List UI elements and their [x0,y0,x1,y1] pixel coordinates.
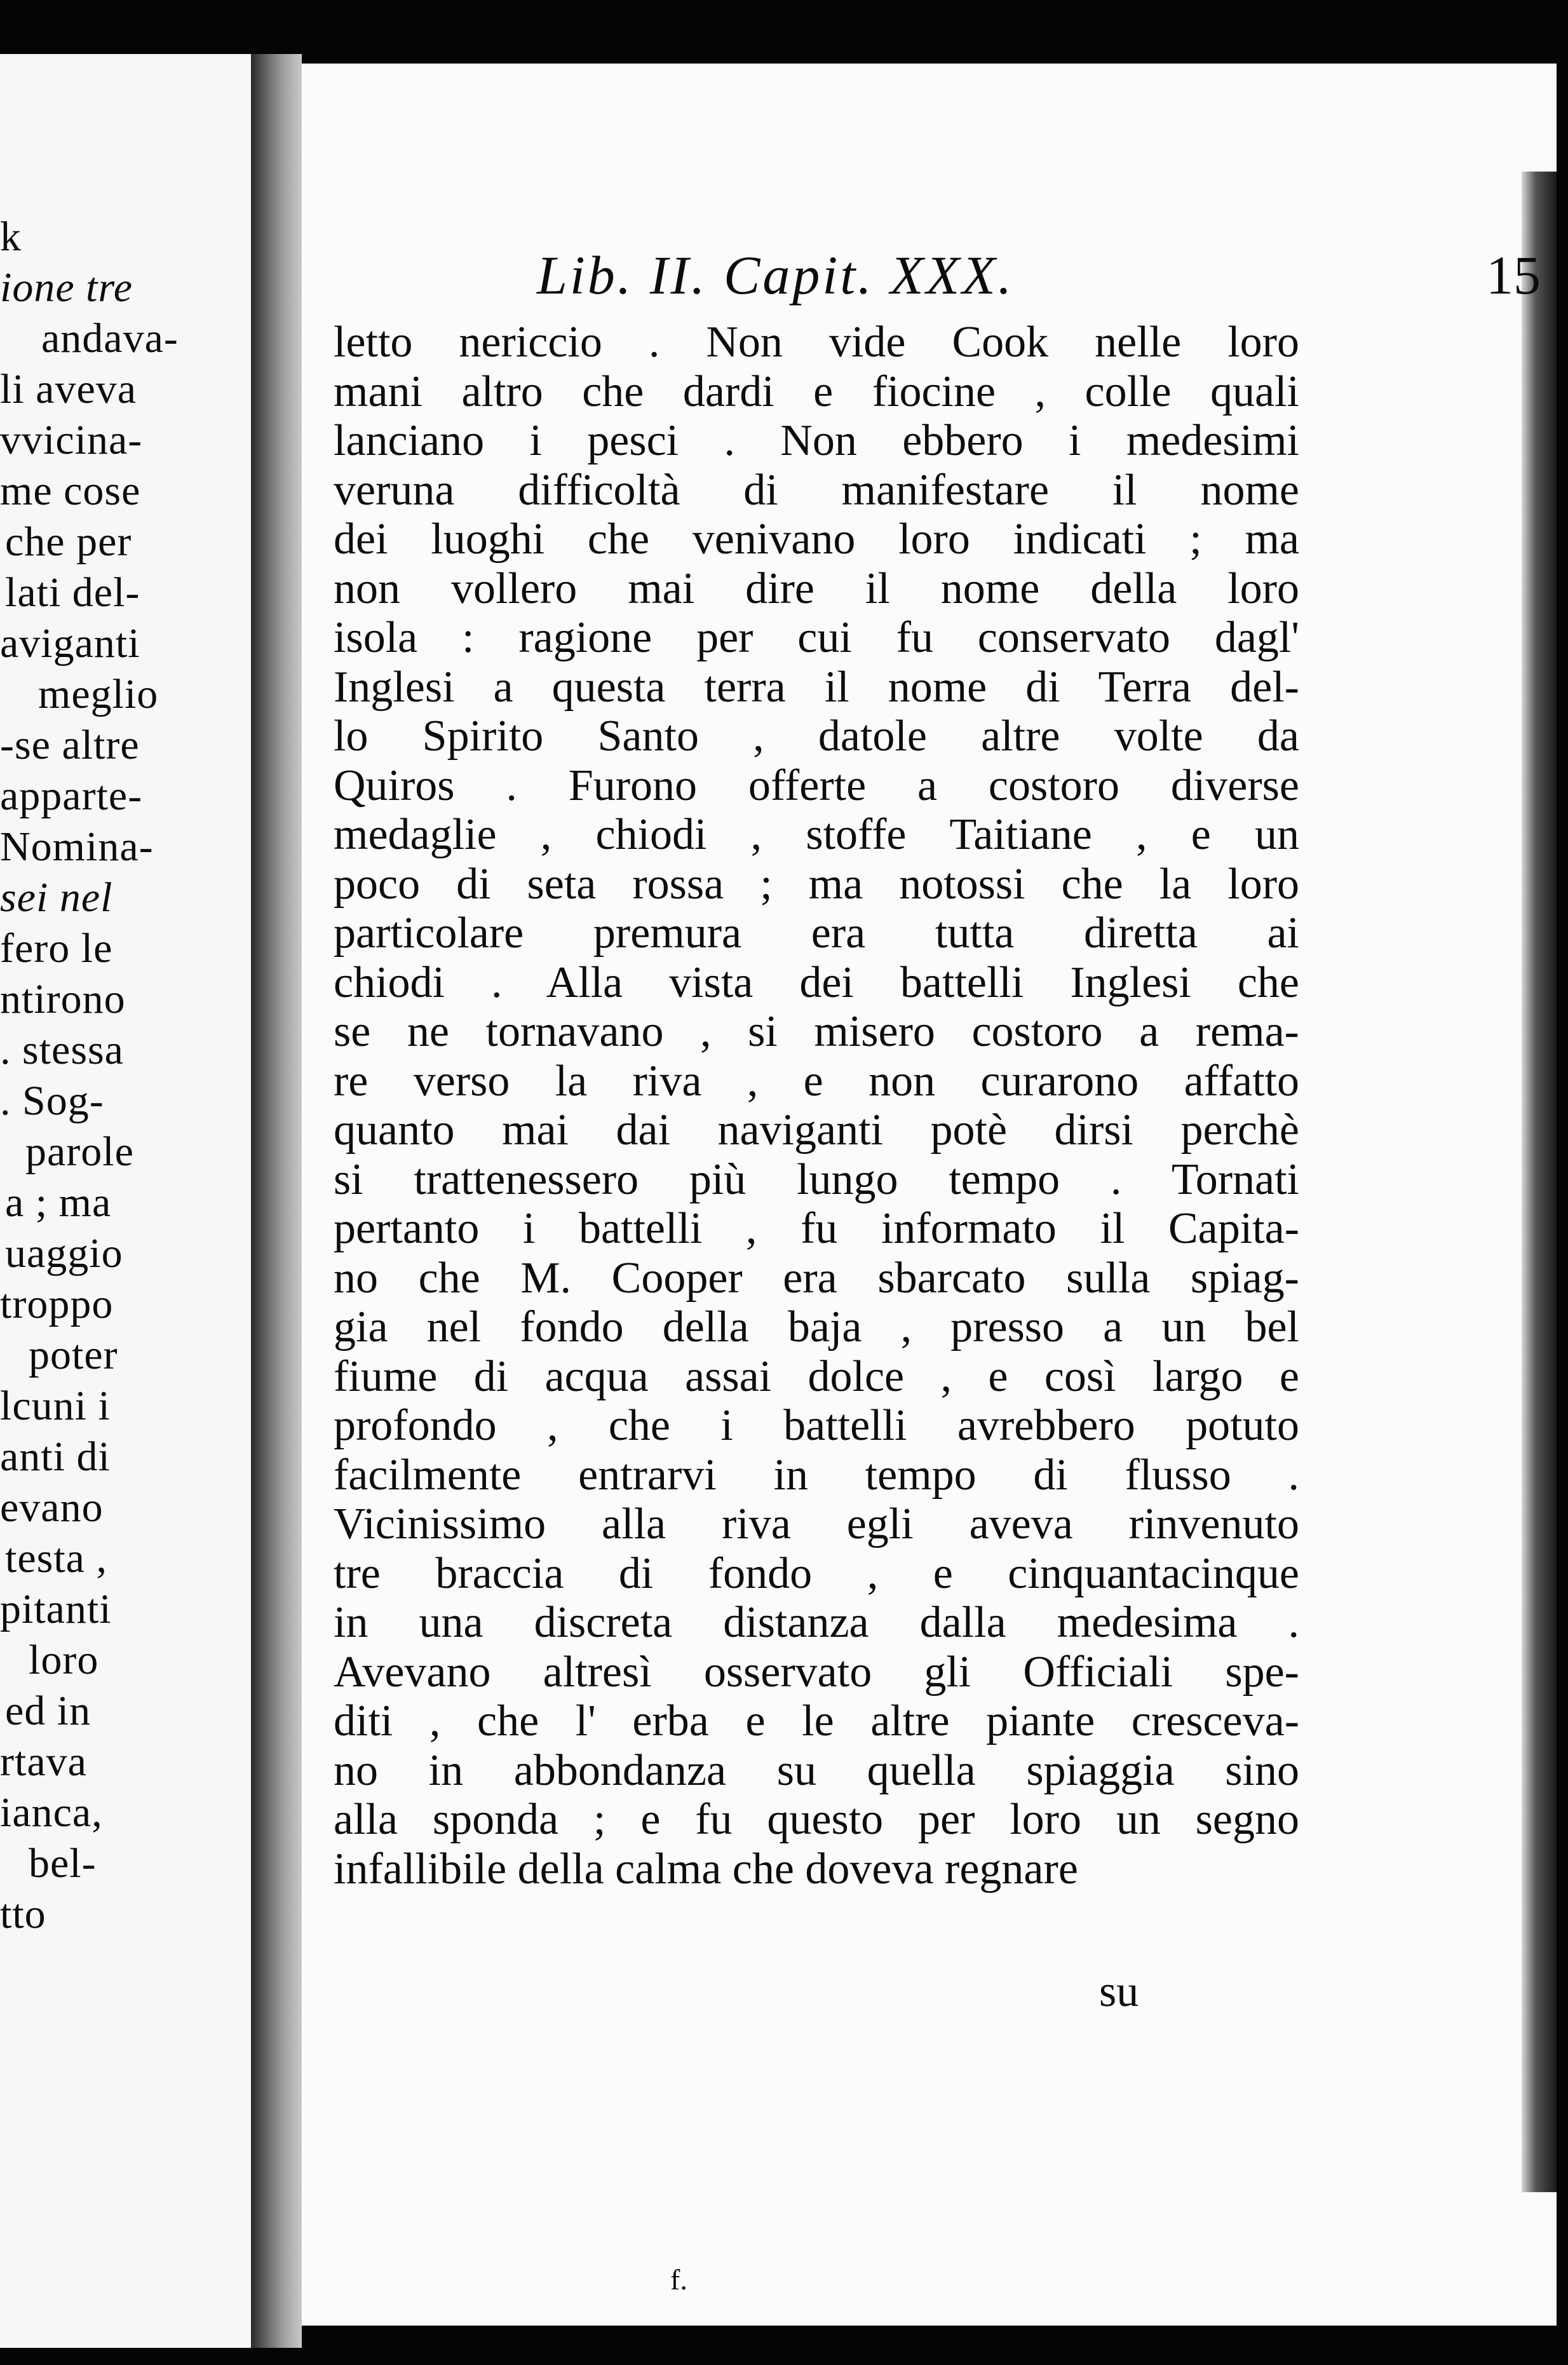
text-line: alla sponda ; e fu questo per loro un segno [334,1795,1299,1844]
left-line: aviganti [0,620,140,667]
text-line: veruna difficoltà di manifestare il nome [334,465,1299,515]
left-line: poter [29,1332,118,1378]
left-line: troppo [0,1281,114,1327]
left-page [0,54,251,2348]
text-line: pertanto i battelli , fu informato il Capita- [334,1204,1299,1253]
text-line: mani altro che dardi e fiocine , colle quali [334,367,1299,416]
catchword: su [1099,1967,1139,2016]
left-line: lcuni i [0,1383,111,1429]
left-line: evano [0,1484,104,1531]
text-line: no in abbondanza su quella spiaggia sino [334,1745,1299,1795]
left-line: meglio [38,671,159,717]
left-line: andava- [41,315,179,362]
text-line: si trattenessero più lungo tempo . Tornati [334,1155,1299,1204]
text-line: medaglie , chiodi , stoffe Taitiane , e un [334,810,1299,859]
left-line: pitanti [0,1586,112,1632]
left-line: apparte- [0,773,143,819]
text-line: profondo , che i battelli avrebbero potuto [334,1401,1299,1450]
left-line: ntirono [0,976,126,1022]
text-line: no che M. Cooper era sbarcato sulla spiag- [334,1253,1299,1303]
text-line: Avevano altresì osservato gli Officiali spe- [334,1647,1299,1697]
text-line: quanto mai dai naviganti potè dirsi perchè [334,1106,1299,1155]
text-line: lo Spirito Santo , datole altre volte da [334,712,1299,761]
left-line: li aveva [0,366,137,412]
left-line: uaggio [5,1230,123,1277]
left-line: Nomina- [0,823,154,870]
left-line: -se altre [0,722,140,768]
book-gutter [251,54,302,2348]
text-line: facilmente entrarvi in tempo di flusso . [334,1450,1299,1500]
left-line: sei nel [0,874,113,921]
text-line: chiodi . Alla vista dei battelli Inglesi che [334,958,1299,1007]
body-text [334,318,1299,1894]
left-line: bel- [29,1840,97,1887]
left-page-text-fragment [0,54,251,2348]
text-line: diti , che l' erba e le altre piante cresceva- [334,1697,1299,1745]
left-line: ianca, [0,1789,103,1836]
left-line: tto [0,1891,46,1937]
text-line: non vollero mai dire il nome della loro [334,564,1299,613]
left-line: k [0,213,22,260]
text-line: infallibile della calma che doveva regnare [334,1844,1078,1894]
left-line: testa , [5,1535,107,1582]
running-head [537,240,1541,310]
text-line: isola : ragione per cui fu conservato dagl' [334,613,1299,662]
running-head-title: Lib. II. Capit. XXX. [537,245,1015,306]
text-line: re verso la riva , e non curarono affatto [334,1056,1299,1106]
left-line: ed in [5,1688,91,1734]
left-line: rtava [0,1738,87,1785]
left-line: anti di [0,1433,111,1480]
right-page [302,64,1557,2326]
text-line: fiume di acqua assai dolce , e così largo e [334,1352,1299,1401]
left-line: . stessa [0,1027,124,1073]
text-line: gia nel fondo della baja , presso a un bel [334,1303,1299,1352]
text-line: dei luoghi che venivano loro indicati ; ma [334,515,1299,564]
text-line: lanciano i pesci . Non ebbero i medesimi [334,416,1299,465]
left-line: loro [29,1637,99,1683]
text-line: Quiros . Furono offerte a costoro diverse [334,761,1299,810]
left-line: me cose [0,468,141,514]
text-line: particolare premura era tutta diretta ai [334,909,1299,958]
text-line: poco di seta rossa ; ma notossi che la loro [334,859,1299,909]
left-line: vvicina- [0,417,143,463]
left-line: ione tre [0,264,133,311]
text-line: Vicinissimo alla riva egli aveva rinvenuto [334,1500,1299,1548]
text-line: Inglesi a questa terra il nome di Terra del- [334,662,1299,712]
left-line: . Sog- [0,1078,104,1124]
page-edge-shadow [1522,172,1557,2192]
left-line: lati del- [5,569,140,616]
left-line: fero le [0,925,113,972]
left-line: che per [5,518,132,565]
text-line: se ne tornavano , si misero costoro a rema- [334,1007,1299,1056]
text-line: letto nericcio . Non vide Cook nelle loro [334,318,1299,367]
text-line: tre braccia di fondo , e cinquantacinque [334,1548,1299,1598]
left-line: parole [25,1128,134,1175]
left-line: a ; ma [5,1179,112,1226]
page-number: 15 [1486,245,1541,306]
text-line: in una discreta distanza dalla medesima . [334,1598,1299,1647]
bottom-mark: f. [670,2263,687,2296]
